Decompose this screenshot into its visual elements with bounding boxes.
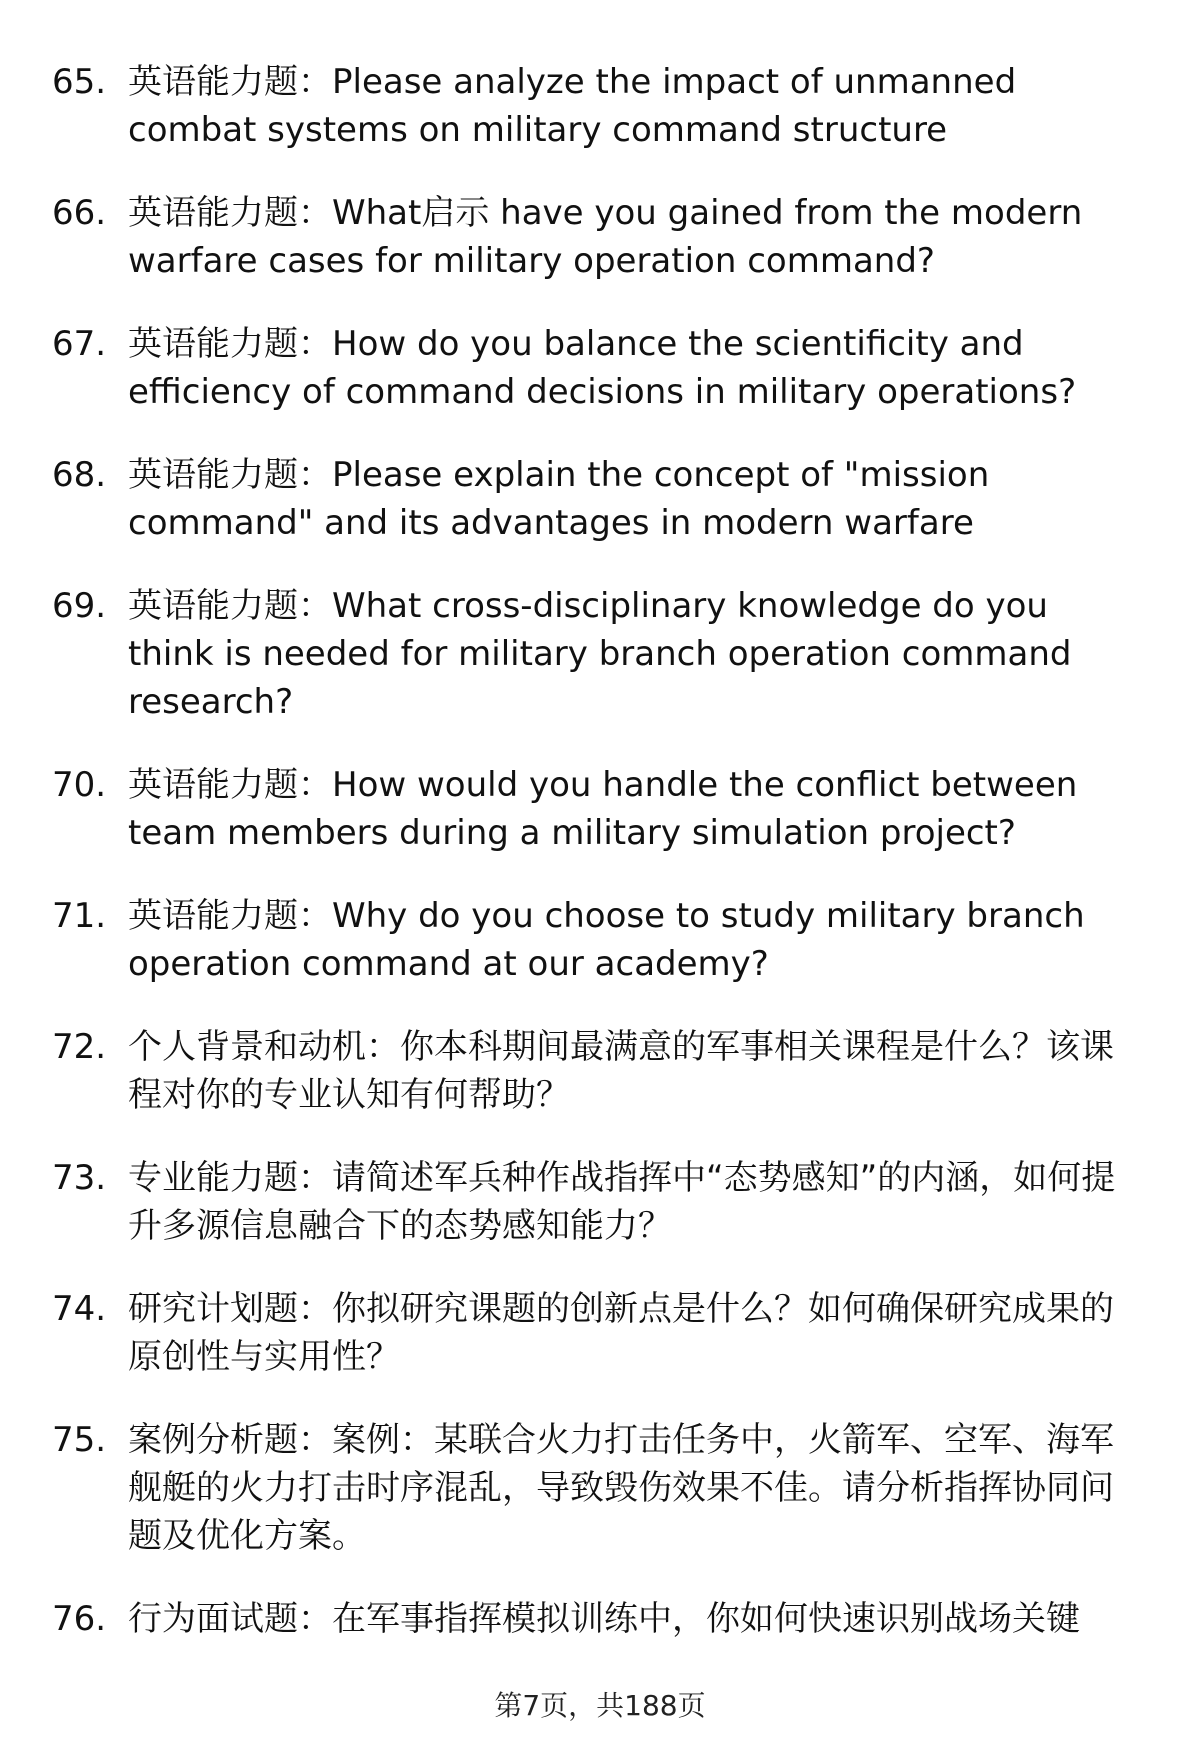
page-footer [0,1686,1200,1726]
question-number: 76. [52,1599,107,1639]
question-number: 65. [52,62,107,102]
question-list [52,58,1142,1643]
question-item [52,189,1142,285]
question-number: 66. [52,193,107,233]
question-text: 行为面试题：在军事指挥模拟训练中，你如何快速识别战场关键 [128,1599,1080,1639]
question-number: 74. [52,1289,107,1329]
question-item [52,1416,1142,1560]
question-text: 英语能力题：How do you balance the scientificity and efficiency of command decisions in military operations? [128,324,1077,412]
question-text: 研究计划题：你拟研究课题的创新点是什么？如何确保研究成果的原创性与实用性？ [128,1289,1114,1377]
question-item [52,1023,1142,1119]
question-text: 案例分析题：案例：某联合火力打击任务中，火箭军、空军、海军舰艇的火力打击时序混乱，导致毁伤效果不佳。请分析指挥协同问题及优化方案。 [128,1420,1114,1556]
question-text: 英语能力题：Please explain the concept of "mission command" and its advantages in modern warfare [128,455,990,543]
question-item [52,1285,1142,1381]
question-number: 75. [52,1420,107,1460]
question-item [52,1595,1142,1643]
question-text: 专业能力题：请简述军兵种作战指挥中“态势感知”的内涵，如何提升多源信息融合下的态势感知能力？ [128,1158,1116,1246]
question-number: 70. [52,765,107,805]
question-item [52,58,1142,154]
question-text: 个人背景和动机：你本科期间最满意的军事相关课程是什么？该课程对你的专业认知有何帮助？ [128,1027,1114,1115]
question-number: 71. [52,896,107,936]
page-number-label: 第7页，共188页 [494,1689,706,1722]
question-item [52,320,1142,416]
question-text: 英语能力题：How would you handle the conflict between team members during a military simulation project? [128,765,1078,853]
question-text: 英语能力题：What cross-disciplinary knowledge do you think is needed for military branch operation command research? [128,586,1072,722]
question-number: 73. [52,1158,107,1198]
question-number: 72. [52,1027,107,1067]
question-item [52,1154,1142,1250]
question-item [52,761,1142,857]
question-number: 67. [52,324,107,364]
question-item [52,451,1142,547]
question-text: 英语能力题：Why do you choose to study military branch operation command at our academy? [128,896,1085,984]
question-item [52,892,1142,988]
question-item [52,582,1142,726]
question-text: 英语能力题：What启示 have you gained from the modern warfare cases for military operation command? [128,193,1083,281]
question-number: 69. [52,586,107,626]
question-text: 英语能力题：Please analyze the impact of unmanned combat systems on military command structure [128,62,1017,150]
question-number: 68. [52,455,107,495]
